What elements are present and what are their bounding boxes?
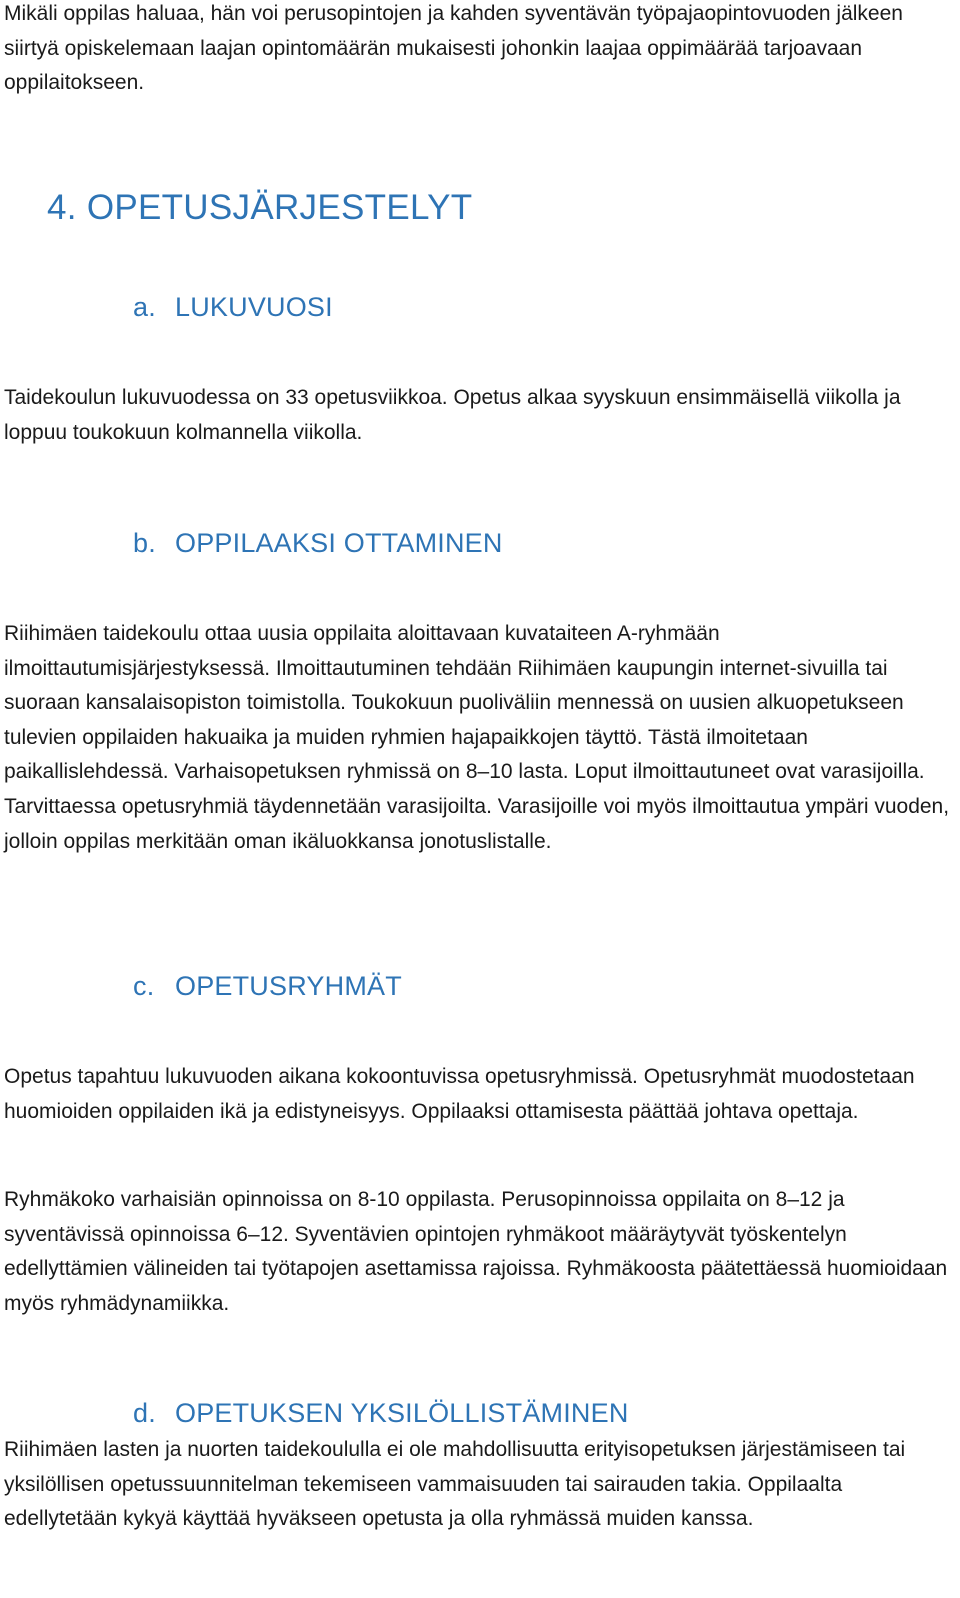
subheading-opetuksen-yksilollistaminen xyxy=(133,1396,629,1430)
subheading-title: OPETUSRYHMÄT xyxy=(175,971,402,1001)
subheading-opetusryhmat xyxy=(133,969,402,1003)
opetusryhmat-paragraph-1: Opetus tapahtuu lukuvuoden aikana kokoontuvissa opetusryhmissä. Opetusryhmät muodostetaan huomioiden oppilaiden ikä ja edistyneisyys. Oppilaaksi ottamisesta päättää johtava opettaja. xyxy=(4,1065,915,1123)
subheading-oppilaaksi-ottaminen xyxy=(133,526,503,560)
oppilaaksi-paragraph: Riihimäen taidekoulu ottaa uusia oppilaita aloittavaan kuvataiteen A-ryhmään ilmoittautumisjärjestyksessä. Ilmoittautuminen tehdään Riihimäen kaupungin internet-sivuilla tai suoraan kansalaisopiston toimistolla. Toukokuun puoliväliin mennessä on uusien alkuopetukseen tulevien oppilaiden hakuaika ja muiden ryhmien hajapaikkojen täyttö. Tästä ilmoitetaan paikallislehdessä. Varhaisopetuksen ryhmissä on 8–10 lasta. Loput ilmoittautuneet ovat varasijoilla. Tarvittaessa opetusryhmiä täydennetään varasijoilta. Varasijoille voi myös ilmoittautua ympäri vuoden, jolloin oppilas merkitään oman ikäluokkansa jonotuslistalle. xyxy=(4,622,950,853)
subheading-number: d. xyxy=(133,1398,156,1428)
subheading-number: c. xyxy=(133,971,155,1001)
opetusryhmat-paragraph-2: Ryhmäkoko varhaisiän opinnoissa on 8-10 oppilasta. Perusopinnoissa oppilaita on 8–12 ja syventävissä opinnoissa 6–12. Syventävien opintojen ryhmäkoot määräytyvät työskentelyn edellyttämien välineiden tai työtapojen asettamissa rajoissa. Ryhmäkoosta päätettäessä huomioidaan myös ryhmädynamiikka. xyxy=(4,1188,948,1315)
yksilollistaminen-paragraph: Riihimäen lasten ja nuorten taidekoululla ei ole mahdollisuutta erityisopetuksen järjestämiseen tai yksilöllisen opetussuunnitelman tekemiseen vammaisuuden tai sairauden takia. Oppilaalta edellytetään kykyä käyttää hyväkseen opetusta ja olla ryhmässä muiden kanssa. xyxy=(4,1438,906,1531)
intro-paragraph: Mikäli oppilas haluaa, hän voi perusopintojen ja kahden syventävän työpajaopintovuoden jälkeen siirtyä opiskelemaan laajan opintomäärän mukaisesti johonkin laajaa oppimäärää tarjoavaan oppilaitokseen. xyxy=(4,2,903,95)
subheading-title: OPETUKSEN YKSILÖLLISTÄMINEN xyxy=(175,1398,629,1428)
subheading-number: a. xyxy=(133,292,156,322)
subheading-number: b. xyxy=(133,528,156,558)
lukuvuosi-paragraph: Taidekoulun lukuvuodessa on 33 opetusviikkoa. Opetus alkaa syyskuun ensimmäisellä viikolla ja loppuu toukokuun kolmannella viikolla. xyxy=(4,386,901,444)
section-heading-opetusjarjestelyt: 4. OPETUSJÄRJESTELYT xyxy=(47,188,473,227)
subheading-title: OPPILAAKSI OTTAMINEN xyxy=(175,528,503,558)
subheading-lukuvuosi xyxy=(133,290,333,324)
subheading-title: LUKUVUOSI xyxy=(175,292,333,322)
